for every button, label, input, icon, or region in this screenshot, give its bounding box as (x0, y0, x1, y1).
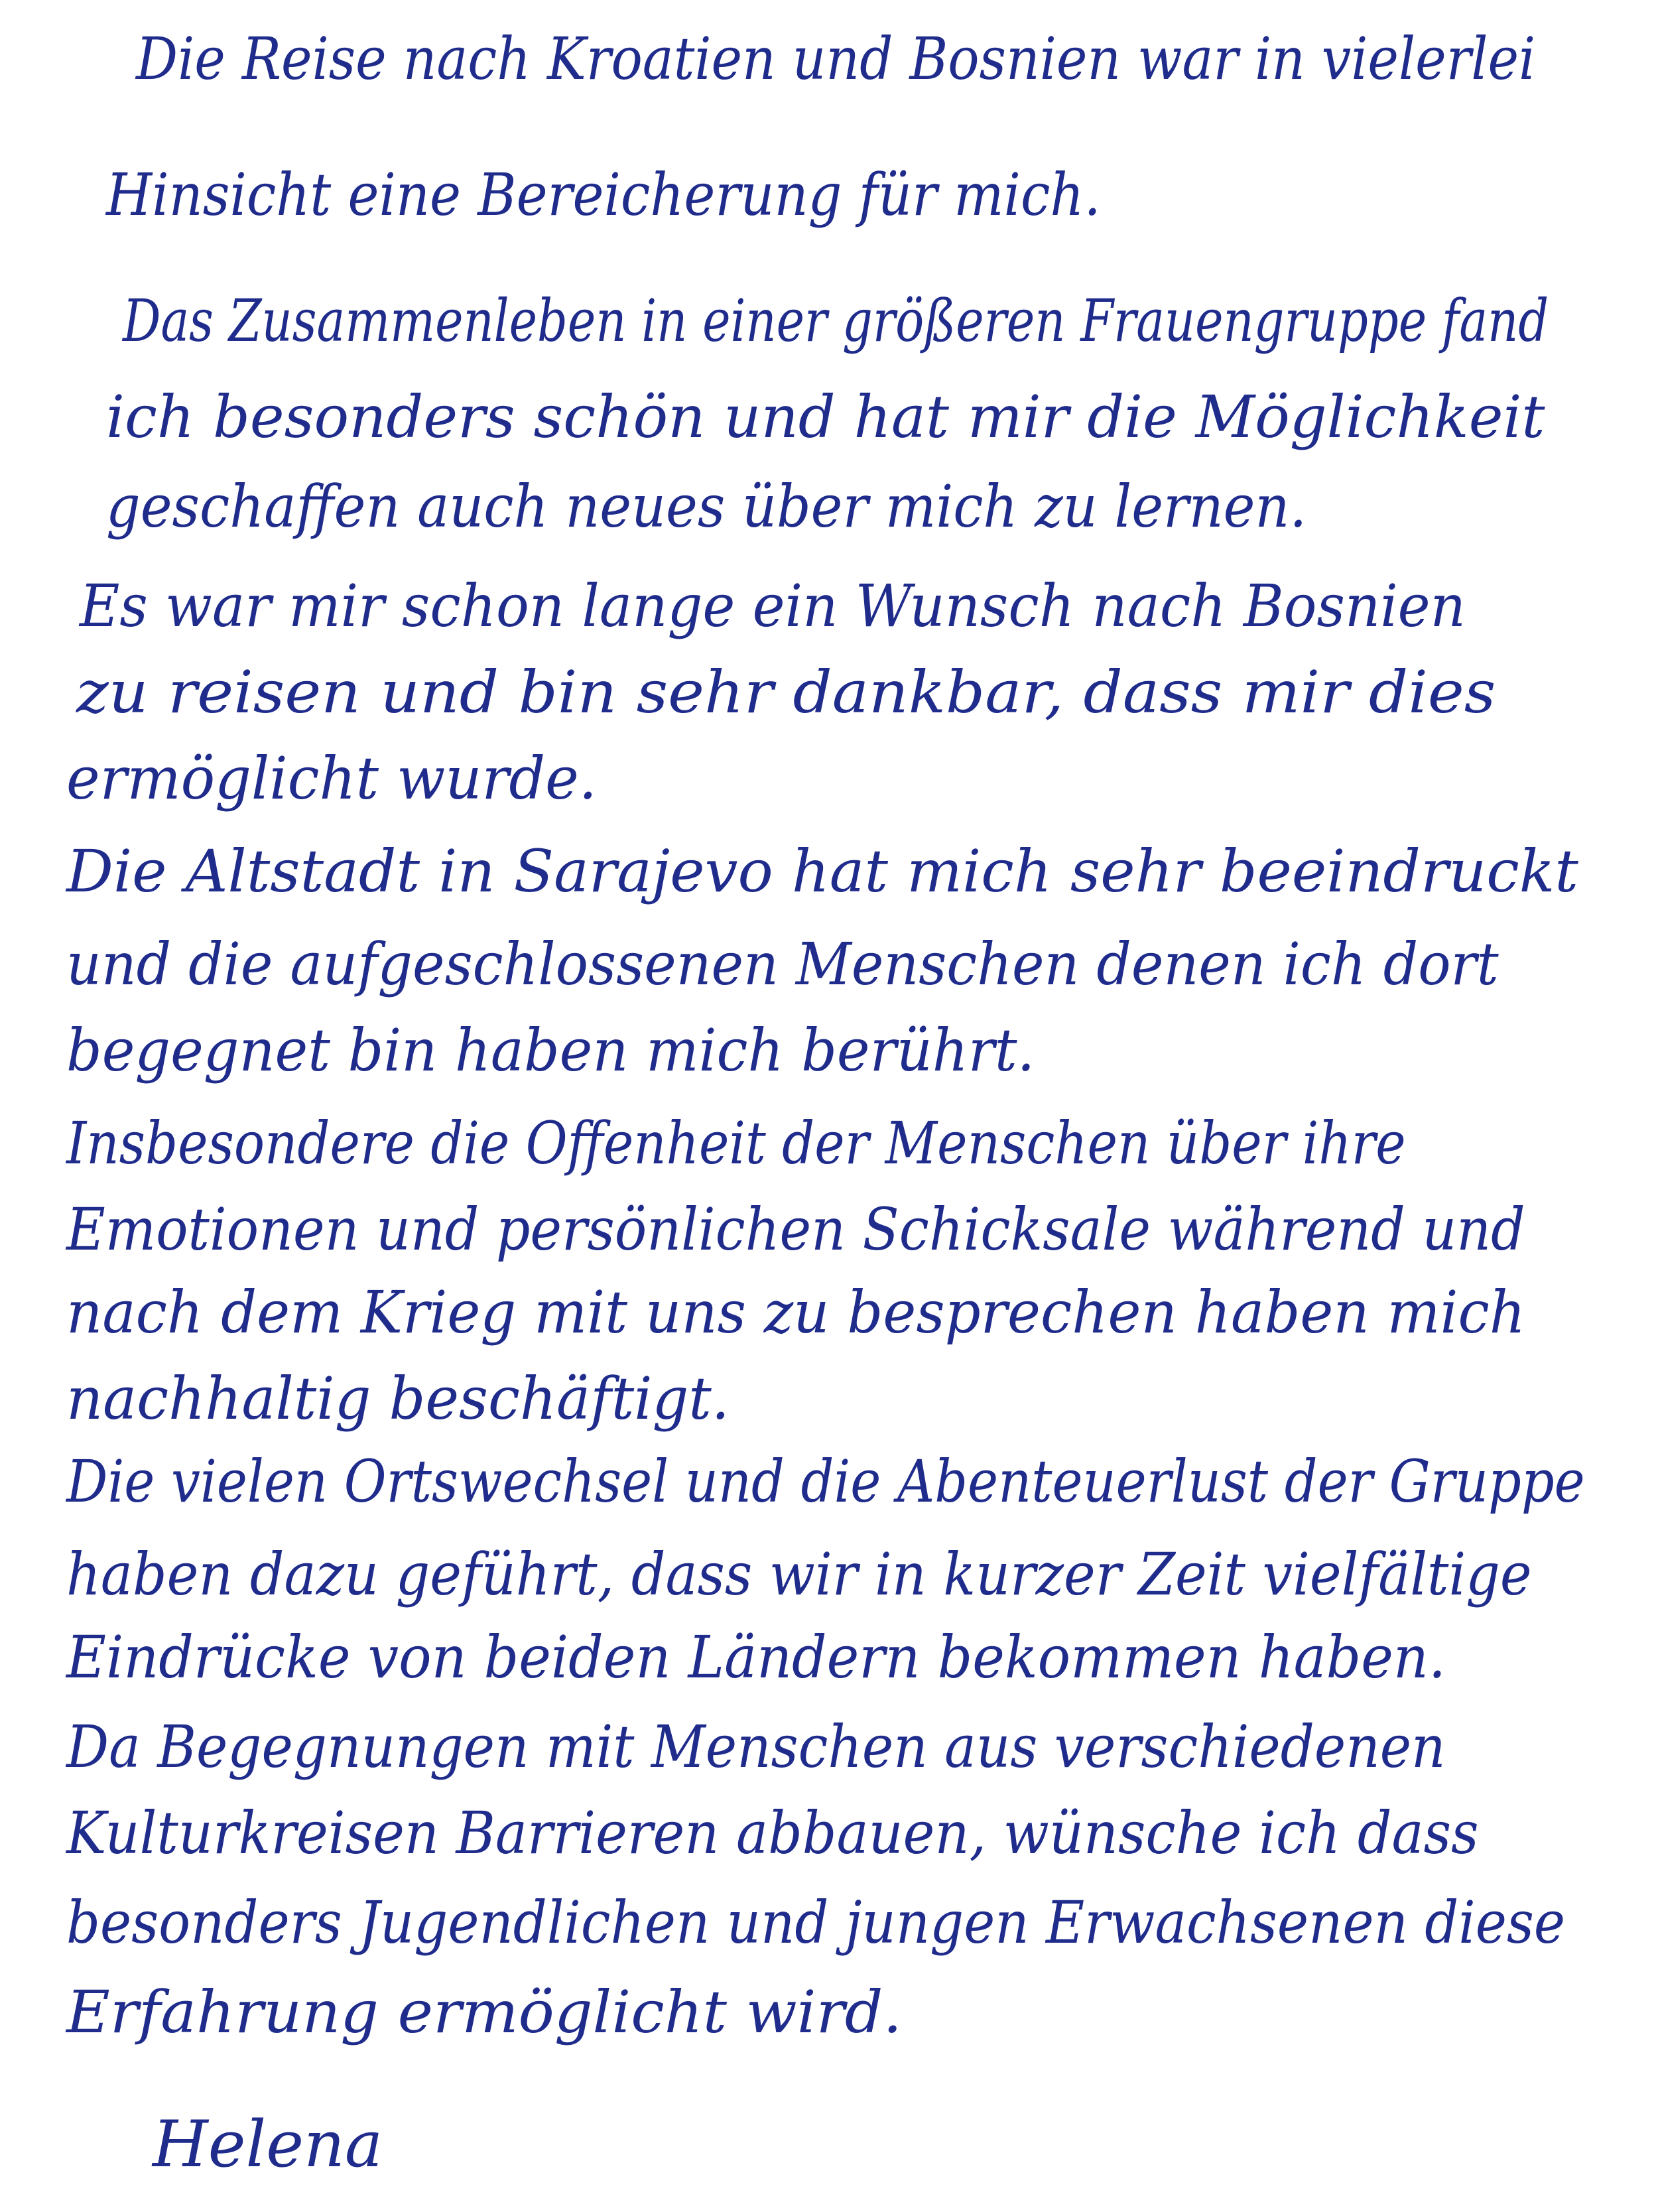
letter-line-7: zu reisen und bin sehr dankbar, dass mir dies (76, 658, 1496, 726)
letter-line-13: Emotionen und persönlichen Schicksale während und (66, 1195, 1525, 1264)
letter-line-19: Da Begegnungen mit Menschen aus verschiedenen (66, 1713, 1446, 1781)
letter-line-10: und die aufgeschlossenen Menschen denen ich dort (66, 930, 1499, 998)
letter-line-4: ich besonders schön und hat mir die Möglichkeit (106, 383, 1545, 451)
signature: Helena (153, 2107, 383, 2181)
letter-line-6: Es war mir schon lange ein Wunsch nach Bosnien (80, 572, 1466, 640)
letter-line-3: Das Zusammenleben in einer größeren Frauengruppe fand (123, 287, 1549, 355)
letter-line-8: ermöglicht wurde. (66, 744, 597, 813)
letter-line-20: Kulturkreisen Barrieren abbauen, wünsche ich dass (66, 1799, 1479, 1867)
letter-line-5: geschaffen auch neues über mich zu lernen. (106, 472, 1307, 541)
letter-line-18: Eindrücke von beiden Ländern bekommen haben. (66, 1623, 1446, 1691)
letter-line-12: Insbesondere die Offenheit der Menschen über ihre (66, 1109, 1406, 1177)
letter-line-21: besonders Jugendlichen und jungen Erwachsenen diese (66, 1888, 1566, 1957)
letter-line-14: nach dem Krieg mit uns zu besprechen haben mich (66, 1278, 1526, 1346)
letter-line-9: Die Altstadt in Sarajevo hat mich sehr beeindruckt (66, 837, 1578, 905)
letter-line-15: nachhaltig beschäftigt. (66, 1364, 730, 1433)
letter-line-1: Die Reise nach Kroatien und Bosnien war in vielerlei (136, 25, 1536, 93)
letter-line-22: Erfahrung ermöglicht wird. (66, 1978, 903, 2046)
letter-line-11: begegnet bin haben mich berührt. (66, 1016, 1035, 1084)
letter-line-16: Die vielen Ortswechsel und die Abenteuerlust der Gruppe (66, 1447, 1585, 1516)
letter-line-2: Hinsicht eine Bereicherung für mich. (106, 161, 1101, 229)
letter-line-17: haben dazu geführt, dass wir in kurzer Zeit vielfältige (66, 1540, 1532, 1608)
